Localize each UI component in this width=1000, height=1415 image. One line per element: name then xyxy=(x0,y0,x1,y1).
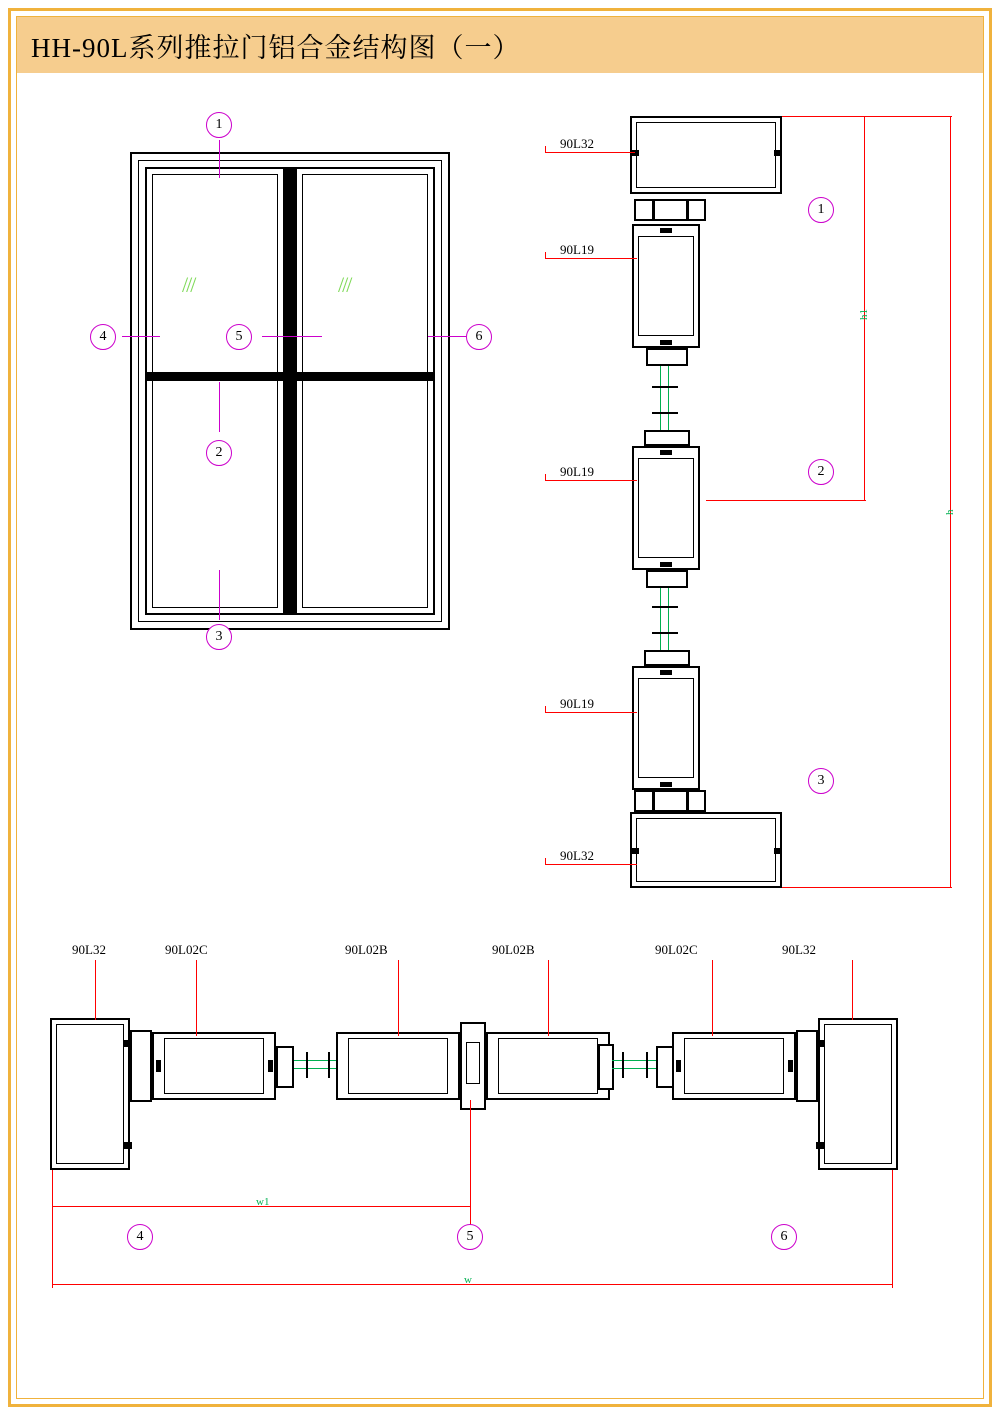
h-90L02C-left-clip-b xyxy=(268,1060,273,1072)
h-callout-4[interactable]: 4 xyxy=(127,1224,153,1250)
h-label-90L02C-right: 90L02C xyxy=(655,942,698,957)
label-90L19-lower: 90L19 xyxy=(560,696,594,711)
h-leader-90L32-left xyxy=(95,960,96,1020)
h-leader-90L02C-right xyxy=(712,960,713,1036)
h-label-90L32-left: 90L32 xyxy=(72,942,106,957)
h-glass-line-right-2 xyxy=(612,1068,658,1069)
h-callout-6[interactable]: 6 xyxy=(771,1224,797,1250)
h-glass-line-left xyxy=(294,1060,340,1061)
h-right-jamb-notch-b xyxy=(816,1142,824,1149)
h-leader-90L02B-left xyxy=(398,960,399,1036)
h-profile-90L02B-left-inner xyxy=(348,1038,448,1094)
callout-bubble-4[interactable]: 4 xyxy=(90,324,116,350)
h-glass-cap-right-2 xyxy=(646,1052,648,1078)
h-glass-cap-right xyxy=(622,1052,624,1078)
glass-hatch-left: /// xyxy=(182,272,195,297)
callout-bubble-2[interactable]: 2 xyxy=(206,440,232,466)
section-callout-3[interactable]: 3 xyxy=(808,768,834,794)
dim-text-h: h xyxy=(944,509,956,515)
h-left-track xyxy=(130,1030,152,1102)
h-glass-cap-left-2 xyxy=(328,1052,330,1078)
h-dim-ext-left xyxy=(52,1170,53,1288)
h-leader-90L02B-right xyxy=(548,960,549,1036)
h-dim-line-w xyxy=(52,1284,892,1285)
section-callout-1[interactable]: 1 xyxy=(808,197,834,223)
h-callout-5[interactable]: 5 xyxy=(457,1224,483,1250)
callout-bubble-6[interactable]: 6 xyxy=(466,324,492,350)
label-90L19-middle: 90L19 xyxy=(560,464,594,479)
h-right-track xyxy=(796,1030,818,1102)
h-profile-90L02B-right-inner xyxy=(498,1038,598,1094)
page-title: HH-90L系列推拉门铝合金结构图（一） xyxy=(31,32,521,63)
section-callout-2[interactable]: 2 xyxy=(808,459,834,485)
h-dim-text-w: w xyxy=(464,1274,472,1286)
h-center-meeting-stile-inner xyxy=(466,1042,480,1084)
callout-bubble-1[interactable]: 1 xyxy=(206,112,232,138)
h-glass-line-right xyxy=(612,1060,658,1061)
label-90L32-sill: 90L32 xyxy=(560,848,594,863)
label-90L19-upper: 90L19 xyxy=(560,242,594,257)
h-label-90L02B-right: 90L02B xyxy=(492,942,535,957)
h-profile-90L32-left-inner xyxy=(56,1024,124,1164)
h-dim-text-w1: w1 xyxy=(256,1196,270,1208)
h-dim-ext-right xyxy=(892,1170,893,1288)
h-glass-cap-left xyxy=(306,1052,308,1078)
h-interlock-right xyxy=(598,1044,614,1090)
dim-text-h1: h1 xyxy=(858,309,870,320)
h-glass-line-left-2 xyxy=(294,1068,340,1069)
h-profile-90L02C-left-inner xyxy=(164,1038,264,1094)
glass-hatch-right: /// xyxy=(338,272,351,297)
h-90L02C-left-clip-a xyxy=(156,1060,161,1072)
h-90L02C-right-clip-a xyxy=(676,1060,681,1072)
h-90L02C-right-clip-b xyxy=(788,1060,793,1072)
h-profile-90L32-right-inner xyxy=(824,1024,892,1164)
h-label-90L02B-left: 90L02B xyxy=(345,942,388,957)
h-label-90L02C-left: 90L02C xyxy=(165,942,208,957)
label-90L32-head: 90L32 xyxy=(560,136,594,151)
h-interlock-left xyxy=(276,1046,294,1088)
h-profile-90L02C-right-inner xyxy=(684,1038,784,1094)
callout-bubble-3[interactable]: 3 xyxy=(206,624,232,650)
h-label-90L32-right: 90L32 xyxy=(782,942,816,957)
callout-bubble-5[interactable]: 5 xyxy=(226,324,252,350)
h-left-jamb-notch-b xyxy=(124,1142,132,1149)
h-leader-90L32-right xyxy=(852,960,853,1020)
h-leader-90L02C-left xyxy=(196,960,197,1036)
h-right-jamb-notch-a xyxy=(816,1040,824,1047)
